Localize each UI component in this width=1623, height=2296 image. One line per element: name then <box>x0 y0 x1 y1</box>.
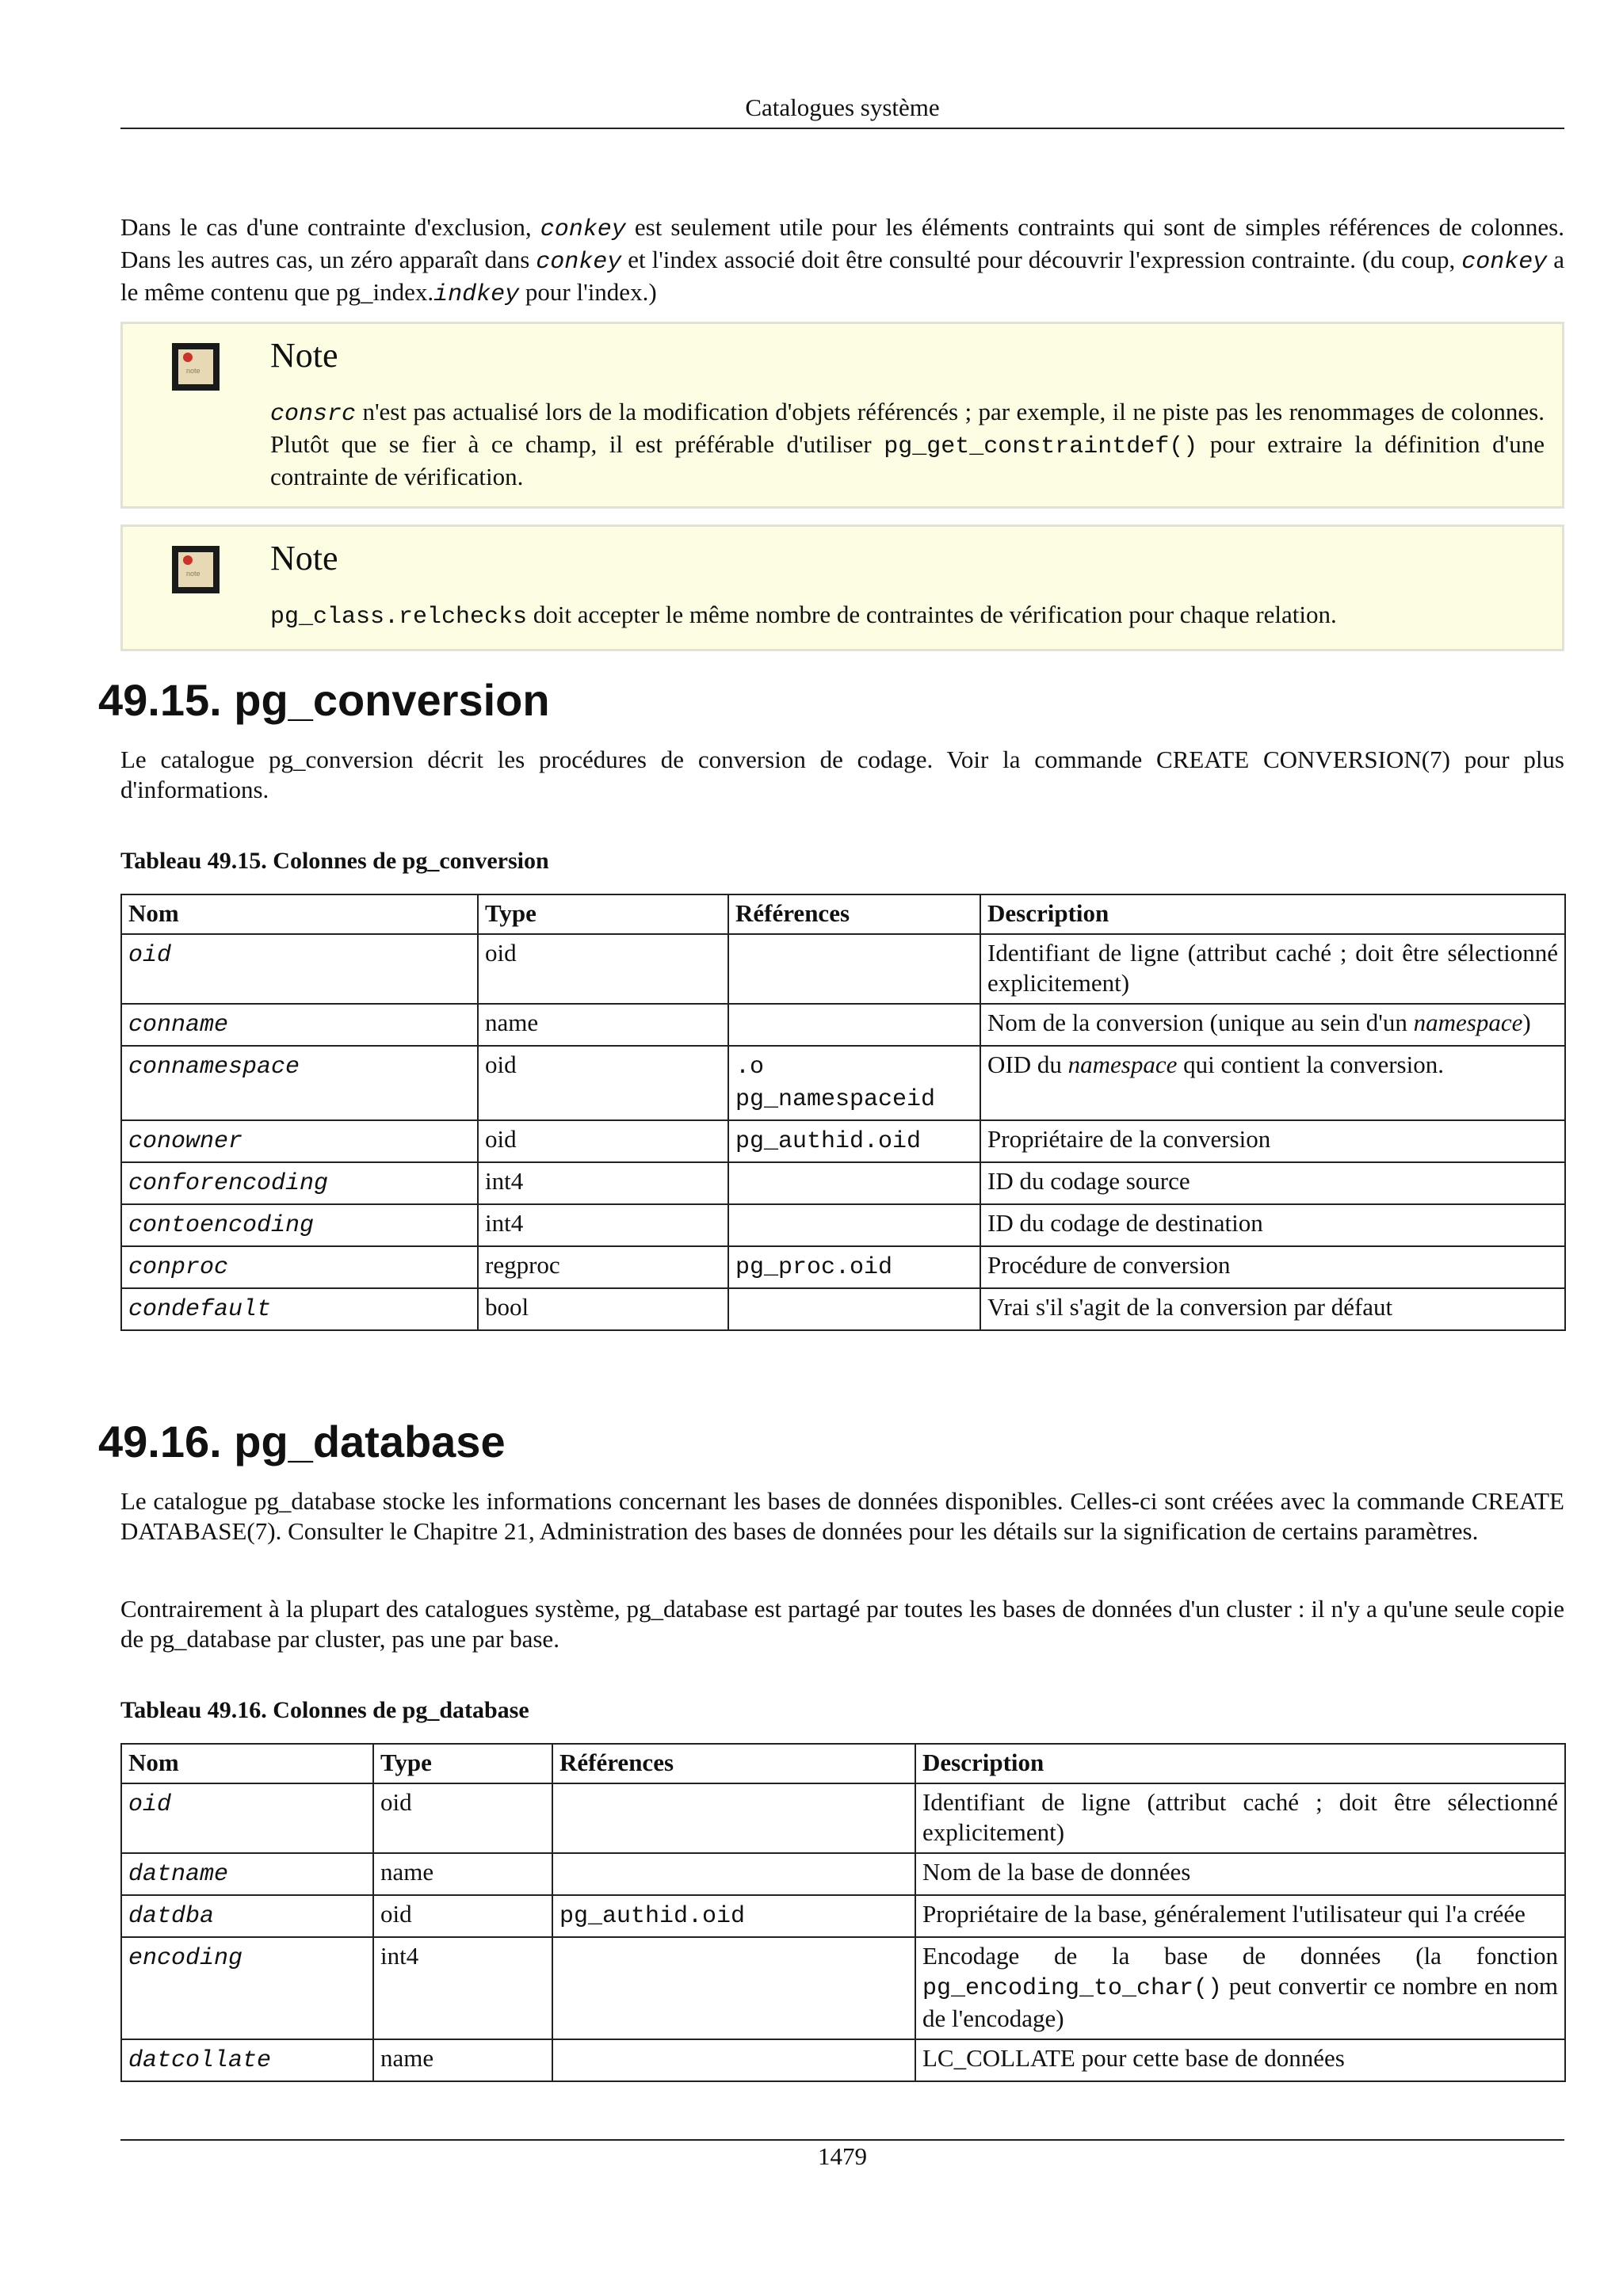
section-paragraph: Le catalogue pg_conversion décrit les procédures de conversion de codage. Voir la commande CREATE CONVERSION(7) pour plus d'informations. <box>120 746 1564 803</box>
footer-rule <box>120 2139 1564 2141</box>
column-header: Type <box>478 894 728 934</box>
note-title: Note <box>270 336 338 375</box>
table-row: datcollate name LC_COLLATE pour cette base de données <box>121 2039 1565 2081</box>
note-box <box>120 322 1564 509</box>
table-caption: Tableau 49.15. Colonnes de pg_conversion <box>120 848 549 874</box>
column-header: Références <box>552 1744 915 1783</box>
table-header-row <box>121 894 1565 934</box>
note-body: consrc n'est pas actualisé lors de la modification d'objets référencés ; par exemple, il ne piste pas les renommages de colonnes. Plutôt que se fier à ce champ, il est préférable d'utiliser pg_get_constraintdef() pour extraire la définition d'une contrainte de vérification. <box>270 398 1545 490</box>
section-paragraph: Contrairement à la plupart des catalogues système, pg_database est partagé par toutes les bases de données d'un cluster : il n'y a qu'une seule copie de pg_database par cluster, pas une par base. <box>120 1595 1564 1653</box>
table-row: encoding int4 Encodage de la base de données (la fonction pg_encoding_to_char() peut convertir ce nombre en nom de l'encodage) <box>121 1937 1565 2039</box>
column-header: Références <box>728 894 980 934</box>
column-header: Description <box>980 894 1565 934</box>
table-header-row <box>121 1744 1565 1783</box>
table-row: condefault bool Vrai s'il s'agit de la conversion par défaut <box>121 1288 1565 1330</box>
note-box <box>120 524 1564 651</box>
database-table <box>120 1743 1566 2082</box>
section-heading: 49.16. pg_database <box>98 1417 506 1466</box>
header-rule <box>120 128 1564 129</box>
table-row: conforencoding int4 ID du codage source <box>121 1162 1565 1204</box>
section-heading: 49.15. pg_conversion <box>98 675 550 725</box>
column-header: Description <box>915 1744 1565 1783</box>
table-row: datdba oid pg_authid.oid Propriétaire de la base, généralement l'utilisateur qui l'a créée <box>121 1895 1565 1937</box>
table-caption: Tableau 49.16. Colonnes de pg_database <box>120 1697 529 1723</box>
table-row: datname name Nom de la base de données <box>121 1853 1565 1895</box>
column-header: Nom <box>121 1744 373 1783</box>
column-header: Type <box>373 1744 552 1783</box>
note-icon: note <box>172 546 220 593</box>
conversion-table <box>120 894 1566 1331</box>
running-header: Catalogues système <box>745 93 940 121</box>
note-icon: note <box>172 343 220 391</box>
note-body: pg_class.relchecks doit accepter le même nombre de contraintes de vérification pour chaque relation. <box>270 601 1337 631</box>
column-header: Nom <box>121 894 478 934</box>
note-title: Note <box>270 539 338 578</box>
page-number: 1479 <box>818 2142 867 2170</box>
table-row: conowner oid pg_authid.oid Propriétaire de la conversion <box>121 1120 1565 1162</box>
table-row: oid oid Identifiant de ligne (attribut caché ; doit être sélectionné explicitement) <box>121 934 1565 1004</box>
table-row: connamespace oid .o pg_namespaceid OID du namespace qui contient la conversion. <box>121 1046 1565 1120</box>
table-row: conproc regproc pg_proc.oid Procédure de conversion <box>121 1246 1565 1288</box>
section-paragraph: Le catalogue pg_database stocke les informations concernant les bases de données disponibles. Celles-ci sont créées avec la commande CREATE DATABASE(7). Consulter le Chapitre 21, Administration des bases de données pour les détails sur la signification de certains paramètres. <box>120 1487 1564 1545</box>
table-row: contoencoding int4 ID du codage de destination <box>121 1204 1565 1246</box>
table-row: oid oid Identifiant de ligne (attribut caché ; doit être sélectionné explicitement) <box>121 1783 1565 1853</box>
table-row: conname name Nom de la conversion (unique au sein d'un namespace) <box>121 1004 1565 1046</box>
intro-paragraph: Dans le cas d'une contrainte d'exclusion, conkey est seulement utile pour les éléments contraints qui sont de simples références de colonnes. Dans les autres cas, un zéro apparaît dans conkey et l'index associé doit être consulté pour découvrir l'expression contrainte. (du coup, conkey a le même contenu que pg_index.indkey pour l'index.) <box>120 213 1564 308</box>
